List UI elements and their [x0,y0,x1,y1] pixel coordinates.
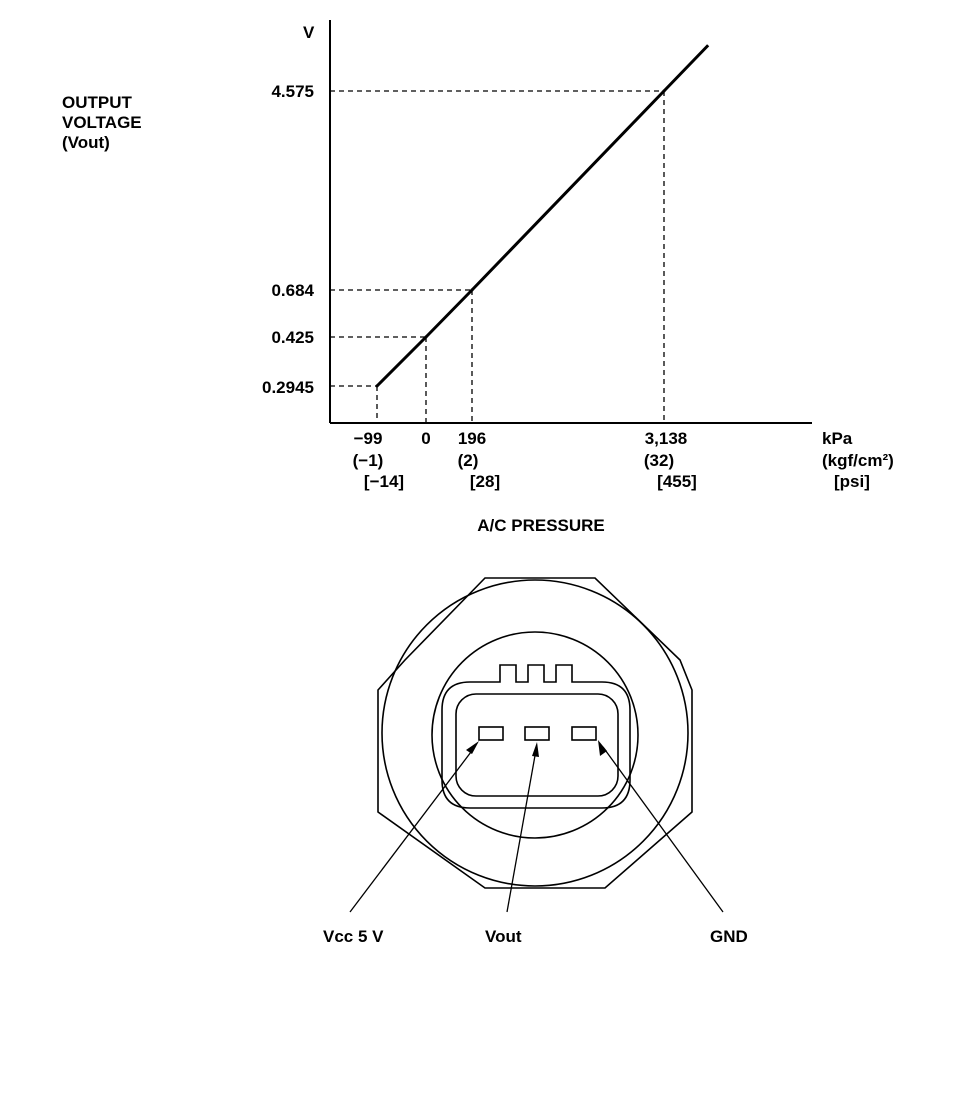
x-tick-psi: [28] [469,472,501,491]
x-tick-kpa: −99 [353,429,383,448]
pin-label-vcc: Vcc 5 V [323,927,384,946]
output-voltage-graph [62,20,894,535]
y-tick-label: 0.425 [271,328,314,347]
data-point [471,289,474,292]
pin-vout [525,727,549,740]
y-axis-title-line-2: VOLTAGE [62,113,142,132]
leader-line-vcc [350,748,474,912]
x-tick-kgf: (2) [457,451,479,470]
pin-vcc [479,727,503,740]
y-tick-label: 4.575 [271,82,314,101]
output-voltage-line [377,45,708,386]
data-point [376,385,379,388]
x-tick-psi: [455] [657,472,697,491]
y-axis-unit: V [303,23,315,42]
y-tick-label: 0.2945 [262,378,314,397]
y-tick-label: 0.684 [271,281,314,300]
pin-gnd [572,727,596,740]
x-unit-kpa: kPa [822,429,853,448]
x-tick-kgf: (−1) [352,451,384,470]
data-point [663,90,666,93]
y-axis-title-line-3: (Vout) [62,133,110,152]
x-tick-kgf: (32) [643,451,675,470]
x-tick-kpa: 196 [457,429,487,448]
arrowhead-icon [466,741,479,754]
arrowhead-icon [532,742,539,757]
x-unit-psi: [psi] [834,472,870,491]
output-curve [376,45,709,387]
leader-line-gnd [603,747,723,912]
pin-label-vout: Vout [485,927,522,946]
arrowhead-icon [598,740,607,756]
x-axis-title: A/C PRESSURE [477,516,605,535]
x-unit-kgf: (kgf/cm²) [822,451,894,470]
y-axis-title-line-1: OUTPUT [62,93,132,112]
sensor-connector-drawing [323,578,748,946]
x-tick-kpa: 0 [421,429,431,448]
pin-label-gnd: GND [710,927,748,946]
data-point [425,336,428,339]
x-tick-psi: [−14] [363,472,405,491]
x-tick-kpa: 3,138 [644,429,688,448]
